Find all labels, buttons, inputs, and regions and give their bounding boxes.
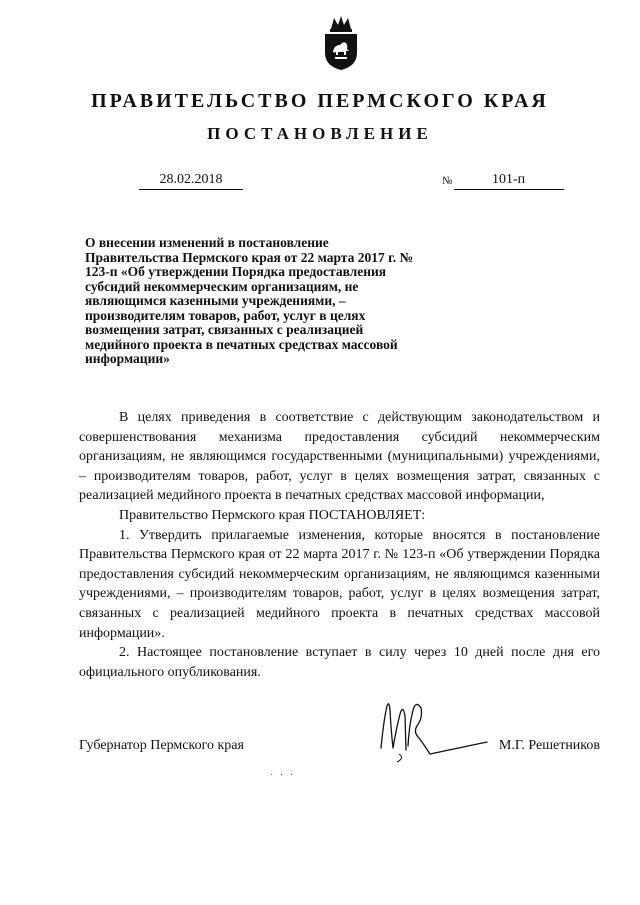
document-date: 28.02.2018 (139, 172, 243, 190)
coat-of-arms-icon (322, 15, 360, 71)
body-paragraph-resolves: Правительство Пермского края ПОСТАНОВЛЯЕТ: (119, 507, 426, 523)
document-date-field (139, 172, 243, 190)
document-subject: О внесении изменений в постановление Правительства Пермского края от 22 марта 2017 г. № 123-п «Об утверждении Порядка предоставления субсидий некоммерческим организациям, не являющимся казенными учреждениями, – производителям товаров, работ, услуг в целях возмещения затрат, связанных с реализацией медийного проекта в печатных средствах массовой информации» (85, 235, 414, 366)
scan-artifact-dots: · · · (270, 770, 295, 781)
signature-block (79, 738, 600, 762)
signatory-name: М.Г. Решетников (498, 738, 600, 753)
document-body (79, 408, 600, 682)
document-number: 101-п (454, 172, 564, 190)
body-paragraph-item-2: 2. Настоящее постановление вступает в силу через 10 дней после дня его официального опубликования. (79, 645, 600, 680)
organization-title: ПРАВИТЕЛЬСТВО ПЕРМСКОГО КРАЯ (91, 90, 549, 112)
body-paragraph-item-1: 1. Утвердить прилагаемые изменения, которые вносятся в постановление Правительства Пермского края от 22 марта 2017 г. № 123-п «Об утверждении Порядка предоставления субсидий некоммерческим организациям, не являющимся казенными учреждениями, – производителям товаров, работ, услуг в целях возмещения затрат, связанных с реализацией медийного проекта в печатных средствах массовой информации». (79, 527, 600, 641)
number-sign: № (442, 175, 453, 187)
body-paragraph-preamble: В целях приведения в соответствие с действующим законодательством и совершенствования механизма предоставления субсидий некоммерческим организациям, не являющимся государственными (муниципальными) учреждениями, – производителям товаров, работ, услуг в целях возмещения затрат, связанных с реализацией медийного проекта в печатных средствах массовой информации, (79, 410, 600, 504)
signatory-position: Губернатор Пермского края (79, 738, 244, 753)
document-type: ПОСТАНОВЛЕНИЕ (207, 124, 433, 143)
document-number-field (442, 172, 564, 190)
